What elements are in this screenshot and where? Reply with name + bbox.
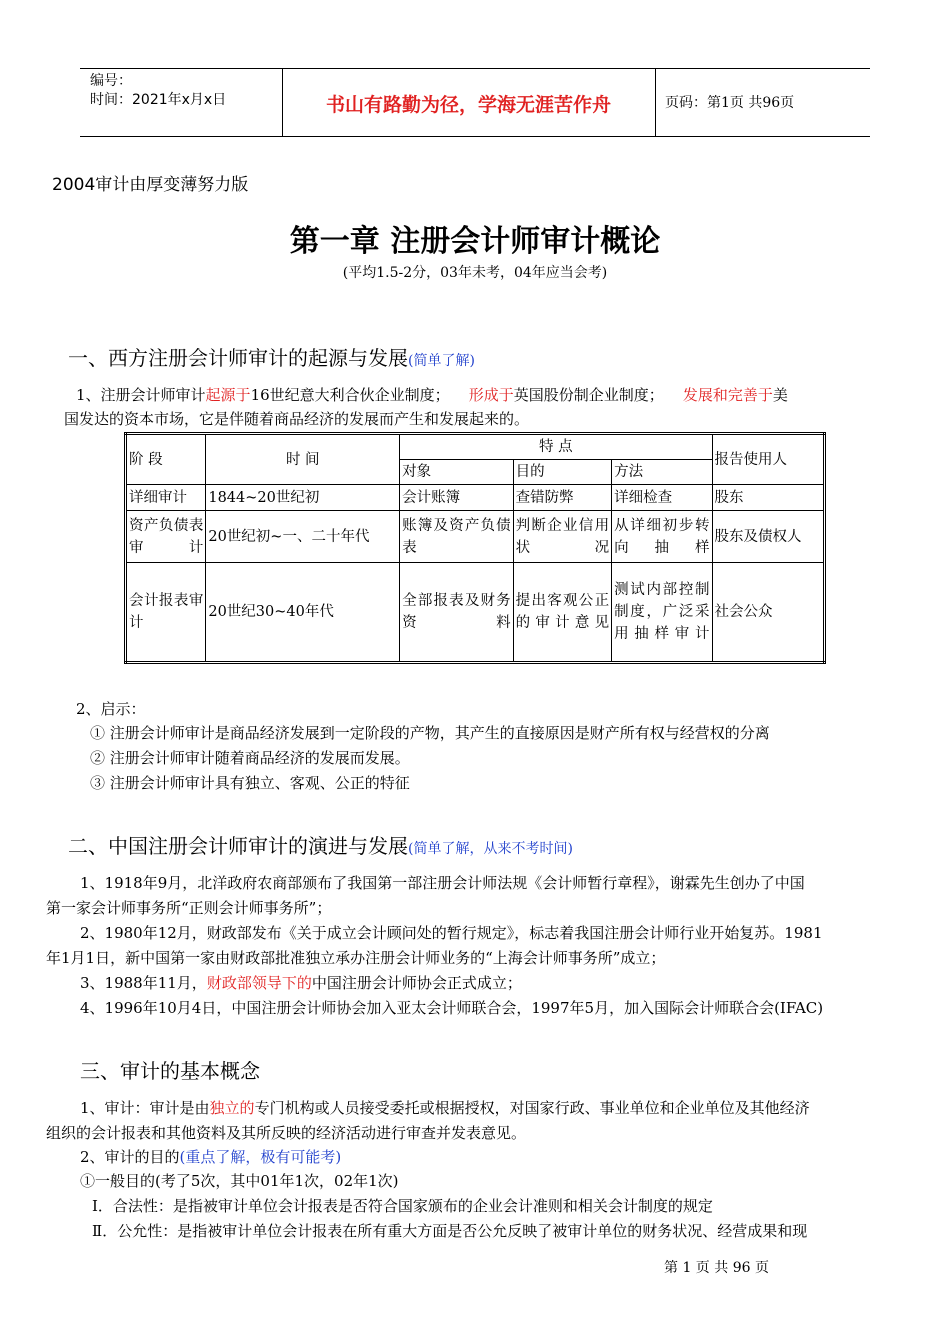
header-date-label: 时间：2021年x月x日: [90, 92, 227, 108]
section-2-heading: [68, 833, 573, 862]
s1-p1-highlight-origin: 起源于: [205, 386, 251, 404]
s2-p3-text-c: 中国注册会计师协会正式成立；: [311, 974, 522, 992]
table-row: [126, 511, 825, 563]
header-features: 特 点: [400, 434, 712, 460]
table-cell-object: 全部报表及财务资料: [400, 563, 513, 663]
table-cell-method: 测试内部控制制度，广泛采用抽样审计: [612, 563, 712, 663]
chapter-title: 第一章 注册会计师审计概论: [289, 224, 661, 259]
header-motto: 书山有路勤为径，学海无涯苦作舟: [325, 94, 611, 116]
table-cell-user: 股东: [712, 485, 825, 511]
s3-paragraph-2: [80, 1146, 341, 1168]
table-cell-time: 1844~20世纪初: [206, 485, 400, 511]
table-row: [126, 563, 825, 663]
s1-insight-1: ① 注册会计师审计是商品经济发展到一定阶段的产物，其产生的直接原因是财产所有权与经营权的分离: [90, 724, 770, 742]
header-stage: 阶 段: [126, 434, 206, 485]
s1-insight-3: ③ 注册会计师审计具有独立、客观、公正的特征: [90, 774, 410, 792]
section-1-title: 一、西方注册会计师审计的起源与发展: [68, 346, 408, 370]
s1-paragraph-1: [76, 384, 788, 406]
section-2-title: 二、中国注册会计师审计的演进与发展: [68, 834, 408, 858]
s3-p1-text-a: 1、审计：审计是由: [80, 1099, 210, 1117]
header-page-label: 页码：第1页 共96页: [665, 95, 795, 111]
doc-title: 2004审计由厚变薄努力版: [52, 175, 249, 195]
s3-paragraph-1: [80, 1097, 810, 1119]
header-bottom-rule: [80, 136, 870, 137]
s1-p1-text-e: 英国股份制企业制度；: [513, 386, 664, 404]
s1-insight-2: ② 注册会计师审计随着商品经济的发展而发展。: [90, 749, 410, 767]
s1-p1-text-a: 1、注册会计师审计: [76, 386, 206, 404]
s2-paragraph-1: 1、1918年9月，北洋政府农商部颁布了我国第一部注册会计师法规《会计师暂行章程》，谢霖先生创办了中国: [80, 874, 805, 892]
table-cell-method: 详细检查: [612, 485, 712, 511]
s2-paragraph-2-line-2: 年1月1日，新中国第一家由财政部批准独立承办注册会计师业务的“上海会计师事务所”成立；: [46, 949, 666, 967]
table-cell-method: 从详细初步转向抽样: [612, 511, 712, 563]
s2-p3-highlight: 财政部领导下的: [206, 974, 312, 992]
table-cell-time: 20世纪30~40年代: [206, 563, 400, 663]
table-header-row: [126, 434, 825, 460]
s2-paragraph-3: [80, 972, 522, 994]
page-footer: 第 1 页 共 96 页: [664, 1260, 769, 1276]
s3-p1-text-c: 专门机构或人员接受委托或根据授权，对国家行政、事业单位和企业单位及其他经济: [254, 1099, 810, 1117]
s3-paragraph-5: Ⅱ．公允性：是指被审计单位会计报表在所有重大方面是否公允反映了被审计单位的财务状况、经营成果和现: [92, 1222, 808, 1240]
s3-p2-note: (重点了解，极有可能考): [179, 1148, 342, 1166]
header-method: 方法: [612, 460, 712, 485]
s3-paragraph-4: Ⅰ．合法性：是指被审计单位会计报表是否符合国家颁布的企业会计准则和相关会计制度的规定: [92, 1197, 713, 1215]
table-cell-user: 社会公众: [712, 563, 825, 663]
s1-insight-label: 2、启示：: [76, 700, 146, 718]
table-cell-stage: 会计报表审计: [126, 563, 206, 663]
s1-paragraph-1-line-2: 国发达的资本市场，它是伴随着商品经济的发展而产生和发展起来的。: [64, 410, 530, 428]
header-number-label: 编号：: [90, 73, 132, 89]
table-cell-object: 账簿及资产负债表: [400, 511, 513, 563]
chapter-subtitle: (平均1.5-2分，03年未考，04年应当会考): [342, 265, 608, 281]
header-report-user: 报告使用人: [712, 434, 825, 485]
s3-p2-text: 2、审计的目的: [80, 1148, 180, 1166]
table-row: [126, 485, 825, 511]
s2-paragraph-2: 2、1980年12月，财政部发布《关于成立会计顾问处的暂行规定》，标志着我国注册会计师行业开始复苏。1981: [80, 924, 823, 942]
audit-history-table: [124, 432, 826, 664]
table-cell-stage: 详细审计: [126, 485, 206, 511]
section-1-note: (简单了解): [408, 353, 475, 369]
table-cell-time: 20世纪初~一、二十年代: [206, 511, 400, 563]
table-cell-purpose: 查错防弊: [513, 485, 611, 511]
table-cell-purpose: 判断企业信用状况: [513, 511, 611, 563]
s2-paragraph-4: 4、1996年10月4日，中国注册会计师协会加入亚太会计师联合会，1997年5月，加入国际会计师联合会(IFAC): [80, 999, 824, 1017]
s2-paragraph-1-line-2: 第一家会计师事务所“正则会计师事务所”；: [46, 899, 332, 917]
section-3-title: 三、审计的基本概念: [80, 1059, 260, 1083]
header-object: 对象: [400, 460, 513, 485]
section-3-heading: [80, 1058, 260, 1084]
header-top-rule: [80, 68, 870, 69]
s3-p1-highlight: 独立的: [209, 1099, 255, 1117]
s1-p1-highlight-formed: 形成于: [468, 386, 514, 404]
s1-p1-text-g: 美: [772, 386, 788, 404]
s3-paragraph-1-line-2: 组织的会计报表和其他资料及其所反映的经济活动进行审查并发表意见。: [46, 1124, 527, 1142]
section-2-note: (简单了解，从来不考时间): [408, 841, 573, 857]
header-divider-right: [655, 68, 656, 136]
table-cell-stage: 资产负债表审计: [126, 511, 206, 563]
table-cell-purpose: 提出客观公正的审计意见: [513, 563, 611, 663]
s2-p3-text-a: 3、1988年11月，: [80, 974, 207, 992]
s1-p1-text-c: 16世纪意大利合伙企业制度；: [250, 386, 450, 404]
table-cell-user: 股东及债权人: [712, 511, 825, 563]
table-cell-object: 会计账簿: [400, 485, 513, 511]
header-time: 时 间: [206, 434, 400, 485]
s3-paragraph-3: ①一般目的(考了5次，其中01年1次，02年1次): [80, 1172, 399, 1190]
header-purpose: 目的: [513, 460, 611, 485]
section-1-heading: [68, 345, 475, 374]
s1-p1-highlight-developed: 发展和完善于: [682, 386, 773, 404]
